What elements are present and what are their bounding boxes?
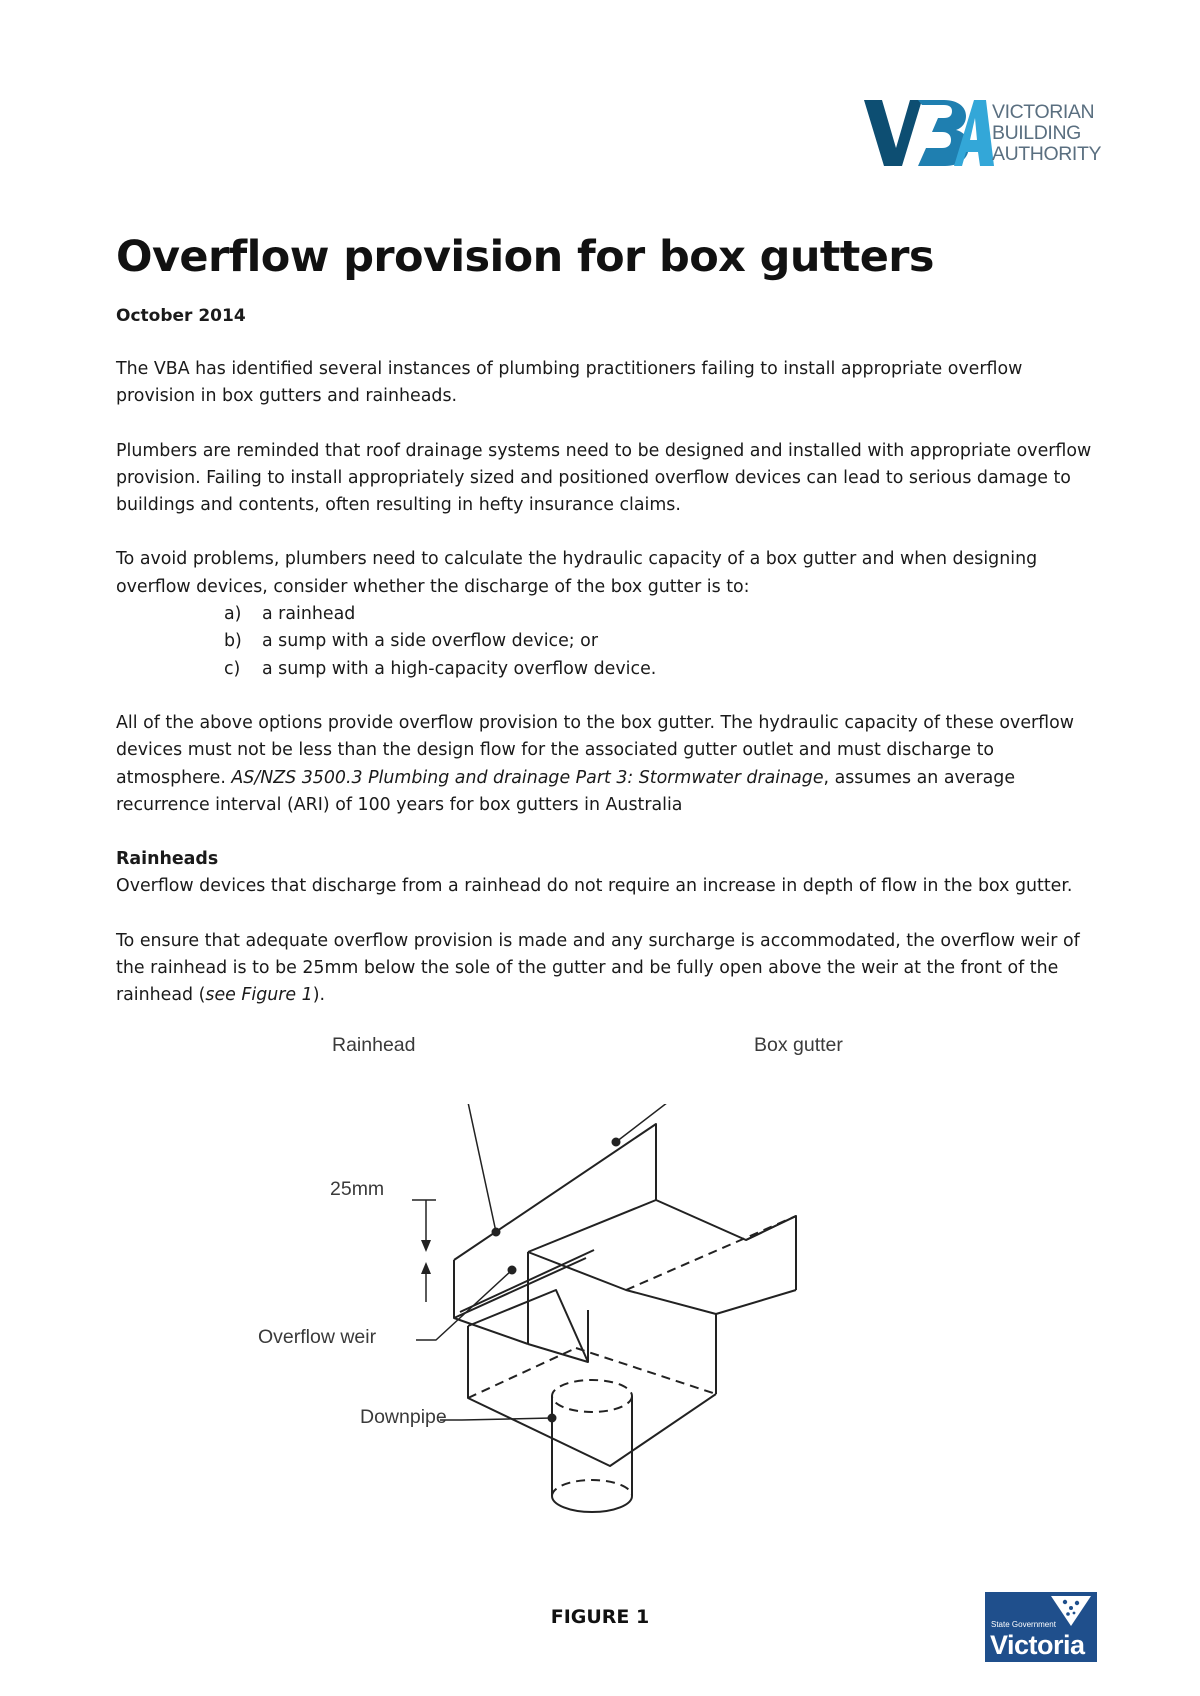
list-item [116,601,1106,628]
paragraph-avoid: To avoid problems, plumbers need to calculate the hydraulic capacity of a box gutter and when designing overflow devices, consider whether the discharge of the box gutter is to: [116,549,1038,597]
list-marker: b) [224,631,242,652]
victoria-logo-small-text: State Government [991,1620,1056,1629]
ensure-text-after: ). [312,985,326,1006]
paragraph-ensure [116,928,1106,1010]
victoria-government-logo [985,1592,1097,1662]
ensure-text-before: To ensure that adequate overflow provision is made and any surcharge is accommodated, the overflow weir of the rainhead is to be 25mm below the sole of the gutter and be fully open above the weir at the front of the rainhead ( [116,930,1080,1006]
paragraph-rainheads [116,846,1106,901]
capacity-text-after: , assumes an average recurrence interval (ARI) of 100 years for box gutters in Australia [116,767,1016,815]
paragraph-intro: The VBA has identified several instances of plumbing practitioners failing to install appropriate overflow provision in box gutters and rainheads. [116,359,1023,407]
list-text: a sump with a high-capacity overflow device. [262,658,657,679]
document-body [116,356,1106,1037]
figure-1-diagram [258,1034,956,1564]
logo-line-building: BUILDING [992,122,1081,144]
figure-label-rainhead: Rainhead [332,1034,416,1056]
rainheads-text: Overflow devices that discharge from a rainhead do not require an increase in depth of flow in the box gutter. [116,876,1073,897]
list-marker: c) [224,658,241,679]
figure-label-downpipe: Downpipe [360,1406,447,1428]
list-text: a rainhead [262,604,356,625]
figure-label-box-gutter: Box gutter [754,1034,843,1056]
list-text: a sump with a side overflow device; or [262,631,598,652]
figure-label-overflow-weir: Overflow weir [258,1326,377,1348]
rainheads-heading: Rainheads [116,849,219,870]
figure-label-dimension: 25mm [330,1178,385,1200]
triangle-stars-icon [1051,1596,1091,1626]
figure-reference: see Figure 1 [205,985,313,1006]
vba-logo [862,96,1112,170]
logo-line-authority: AUTHORITY [992,143,1102,165]
victoria-logo-main-text: Victoria [990,1630,1085,1660]
vba-logo-mark-icon [862,96,994,170]
page-title: Overflow provision for box gutters [116,232,934,282]
logo-line-victorian: VICTORIAN [992,101,1095,123]
standard-reference: AS/NZS 3500.3 Plumbing and drainage Part 3: Stormwater drainage [231,767,824,788]
vba-logo-words [992,102,1116,165]
paragraph-capacity [116,710,1106,819]
list-item [116,656,1106,683]
list-item [116,628,1106,655]
rainhead-box-gutter-drawing [276,1104,956,1564]
paragraph-reminder: Plumbers are reminded that roof drainage systems need to be designed and installed with appropriate overflow provision. Failing to install appropriately sized and positioned overflow devices can lead to serious damage to buildings and contents, often resulting in hefty insurance claims. [116,440,1092,516]
publication-date: October 2014 [116,306,246,326]
list-marker: a) [224,604,242,625]
options-list [116,601,1106,683]
figure-caption: FIGURE 1 [550,1606,650,1628]
capacity-text-before: All of the above options provide overflow provision to the box gutter. The hydraulic capacity of these overflow devices must not be less than the design flow for the associated gutter outlet and must discharge to atmosphere. [116,712,1074,788]
